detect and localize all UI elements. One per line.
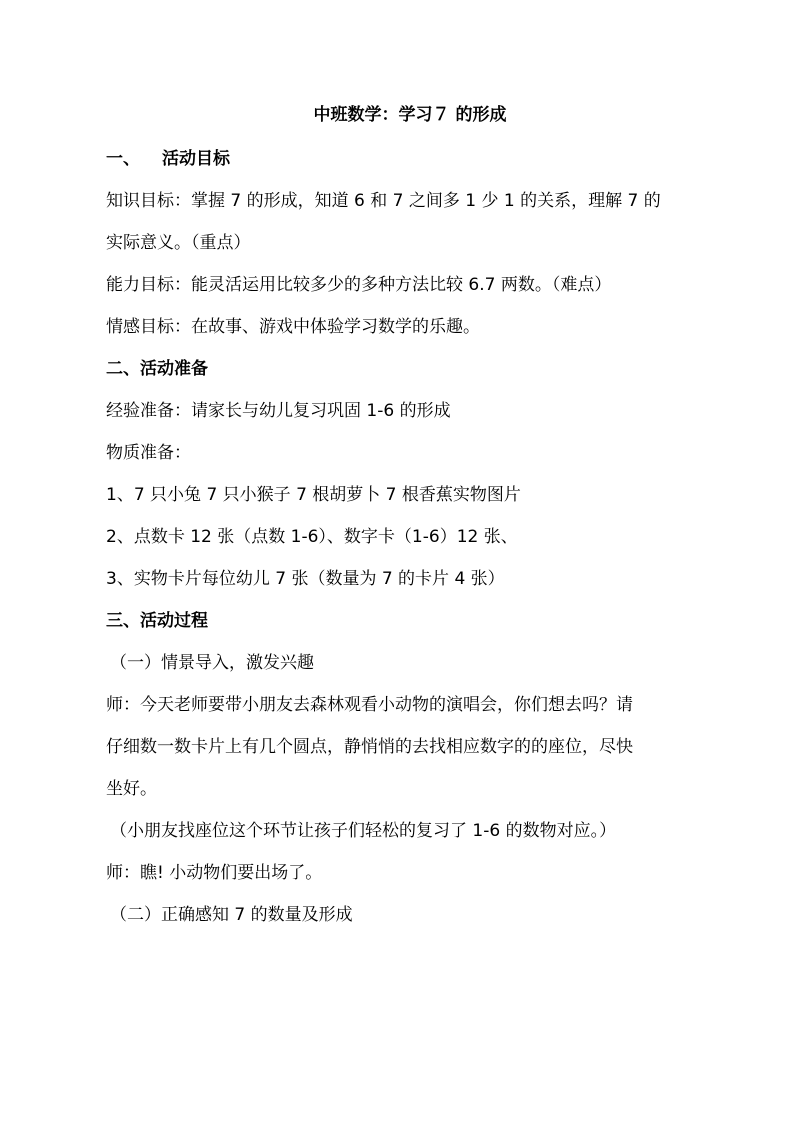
section-2-heading: 二、活动准备 bbox=[106, 359, 208, 379]
ability-goal: 能力目标：能灵活运用比较多少的多种方法比较 6.7 两数。（难点） bbox=[106, 275, 612, 295]
section-1-label: 活动目标 bbox=[162, 149, 230, 169]
material-item-2: 2、点数卡 12 张（点数 1-6）、数字卡（1-6）12 张、 bbox=[106, 527, 518, 547]
process-note: （小朋友找座位这个环节让孩子们轻松的复习了 1-6 的数物对应。） bbox=[110, 821, 617, 841]
material-item-3: 3、实物卡片每位幼儿 7 张（数量为 7 的卡片 4 张） bbox=[106, 569, 505, 589]
experience-prep: 经验准备：请家长与幼儿复习巩固 1-6 的形成 bbox=[106, 401, 451, 421]
section-1-heading bbox=[106, 148, 696, 170]
material-prep: 物质准备： bbox=[106, 443, 191, 463]
teacher-line-1: 师：今天老师要带小朋友去森林观看小动物的演唱会，你们想去吗？请 bbox=[106, 695, 633, 715]
material-item-1: 1、7 只小兔 7 只小猴子 7 根胡萝卜 7 根香蕉实物图片 bbox=[106, 485, 521, 505]
subsection-2: （二）正确感知 7 的数量及形成 bbox=[110, 905, 353, 925]
teacher-line-3: 坐好。 bbox=[106, 779, 157, 799]
emotion-goal: 情感目标：在故事、游戏中体验学习数学的乐趣。 bbox=[106, 317, 480, 337]
section-3-heading: 三、活动过程 bbox=[106, 611, 208, 631]
teacher-line-2: 仔细数一数卡片上有几个圆点，静悄悄的去找相应数字的的座位，尽快 bbox=[106, 737, 633, 757]
subsection-1: （一）情景导入，激发兴趣 bbox=[110, 653, 314, 673]
section-1-number: 一、 bbox=[106, 149, 140, 169]
knowledge-goal-line-2: 实际意义。（重点） bbox=[106, 233, 251, 253]
document-title: 中班数学：学习７ 的形成 bbox=[313, 105, 507, 125]
teacher-look: 师：瞧! 小动物们要出场了。 bbox=[106, 863, 323, 883]
knowledge-goal-line-1: 知识目标：掌握 7 的形成，知道 6 和 7 之间多 1 少 1 的关系，理解 7 的 bbox=[106, 191, 661, 211]
